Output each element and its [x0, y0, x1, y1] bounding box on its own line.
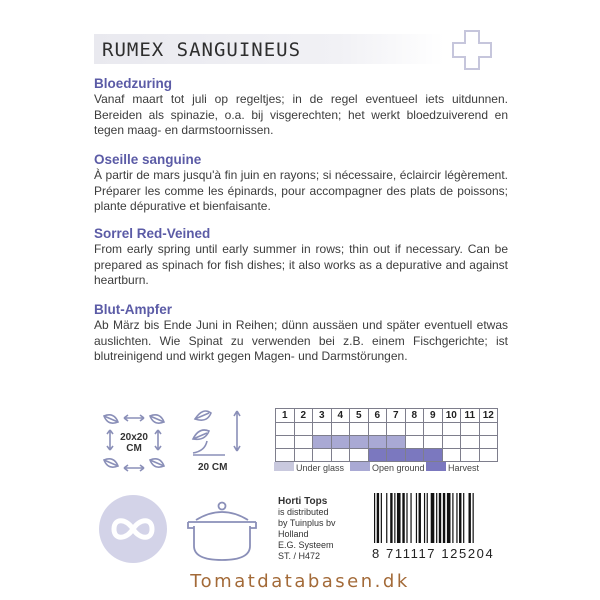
barcode-bar [431, 493, 435, 543]
cooking-pot-icon [184, 496, 260, 566]
calendar-cell [461, 423, 480, 436]
calendar-cell [461, 436, 480, 449]
spacing-label: 20x20 CM [120, 432, 148, 454]
barcode-bar [390, 493, 392, 543]
section-heading: Oseille sanguine [94, 152, 202, 167]
calendar-cell [368, 423, 387, 436]
calendar-cell [331, 436, 350, 449]
section-text: From early spring until early summer in rows; thin out if necessary. Can be prepared as spinach for fish dishes; it also works as a depurative and against heartburn. [94, 242, 508, 287]
calendar-cell [387, 423, 406, 436]
barcode-bar [473, 493, 474, 543]
calendar-cell [442, 423, 461, 436]
section-dutch [94, 76, 508, 139]
barcode-icon [372, 493, 508, 545]
calendar-cell [294, 423, 313, 436]
distributor-info [278, 496, 336, 562]
barcode-bar [397, 493, 401, 543]
barcode-bar [447, 493, 451, 543]
title-bar [94, 34, 444, 64]
month-cell: 1 [276, 409, 295, 423]
calendar-row-open-ground [276, 436, 498, 449]
infinity-icon [96, 492, 170, 566]
height-label: 20 CM [198, 462, 228, 473]
section-heading: Sorrel Red-Veined [94, 226, 211, 241]
calendar-cell [461, 449, 480, 462]
calendar-cell [276, 449, 295, 462]
legend-under-glass: Under glass [296, 463, 345, 473]
calendar-row-under-glass [276, 423, 498, 436]
month-cell: 6 [368, 409, 387, 423]
barcode-bar [419, 493, 421, 543]
section-text: À partir de mars jusqu'à fin juin en rayons; si nécessaire, éclaircir légèrement. Préparer les comme les épinards, pour accompagner des plats de poissons; plante dépurative et bienfaisante. [94, 168, 508, 213]
calendar-cell [350, 436, 369, 449]
calendar-cell [479, 423, 498, 436]
calendar-cell [405, 423, 424, 436]
month-cell: 10 [442, 409, 461, 423]
legend-harvest: Harvest [448, 463, 480, 473]
month-cell: 9 [424, 409, 443, 423]
distributor-line: ST. / H472 [278, 551, 321, 561]
calendar-cell [387, 449, 406, 462]
barcode-bar [410, 493, 411, 543]
product-title: RUMEX SANGUINEUS [102, 39, 302, 61]
month-cell: 12 [479, 409, 498, 423]
sowing-calendar [275, 408, 498, 462]
calendar-cell [331, 449, 350, 462]
calendar-cell [313, 423, 332, 436]
barcode-bar [402, 493, 404, 543]
barcode-bar [463, 493, 464, 543]
month-cell: 4 [331, 409, 350, 423]
barcode-bar [443, 493, 445, 543]
calendar-cell [331, 423, 350, 436]
watermark: Tomatdatabasen.dk [190, 571, 410, 592]
barcode-bar [436, 493, 437, 543]
barcode-bar [424, 493, 425, 543]
calendar-cell [479, 436, 498, 449]
barcode-bar [374, 493, 375, 543]
barcode-bar [381, 493, 382, 543]
calendar-cell [424, 436, 443, 449]
section-french [94, 152, 508, 215]
barcode-bar [459, 493, 461, 543]
distributor-line: by Tuinplus bv [278, 518, 336, 528]
calendar-cell [442, 436, 461, 449]
section-heading: Blut-Ampfer [94, 302, 172, 317]
calendar-cell [479, 449, 498, 462]
month-cell: 5 [350, 409, 369, 423]
calendar-cell [350, 423, 369, 436]
calendar-cell [387, 436, 406, 449]
legend-open-ground: Open ground [372, 463, 425, 473]
calendar-header-row [276, 409, 498, 423]
calendar-cell [424, 449, 443, 462]
calendar-cell [294, 436, 313, 449]
calendar-cell [276, 436, 295, 449]
calendar-cell [368, 436, 387, 449]
barcode-bar [416, 493, 417, 543]
section-text: Ab März bis Ende Juni in Reihen; dünn aussäen und später eventuell etwas auslichten. Wie Spinat zu verwenden bei z.B. einem Fischgerichte; ist blutreinigend und wirkt gegen Magen- und Darmstörungen. [94, 318, 508, 363]
calendar-cell [405, 436, 424, 449]
barcode-bar [469, 493, 471, 543]
barcode-bar [439, 493, 441, 543]
barcode-bar [456, 493, 457, 543]
distributor-line: is distributed [278, 507, 329, 517]
barcode-bar [406, 493, 407, 543]
legend-swatch-under-glass [274, 462, 294, 471]
month-cell: 8 [405, 409, 424, 423]
distributor-line: Holland [278, 529, 309, 539]
section-text: Vanaf maart tot juli op regeltjes; in de regel eventueel iets uitdunnen. Bereiden als spinazie, o.a. bij visgerechten; het werkt bloedzuiverend en tegen maag- en darmstoornissen. [94, 92, 508, 137]
barcode-bar [377, 493, 379, 543]
section-heading: Bloedzuring [94, 76, 172, 91]
calendar-cell [294, 449, 313, 462]
barcode-bar [394, 493, 395, 543]
calendar-row-harvest [276, 449, 498, 462]
calendar-cell [276, 423, 295, 436]
month-cell: 2 [294, 409, 313, 423]
legend-swatch-harvest [426, 462, 446, 471]
barcode-bar [452, 493, 453, 543]
calendar-cell [350, 449, 369, 462]
calendar-cell [442, 449, 461, 462]
calendar-cell [424, 423, 443, 436]
month-cell: 11 [461, 409, 480, 423]
calendar-cell [368, 449, 387, 462]
month-cell: 3 [313, 409, 332, 423]
barcode-number: 8 711117 125204 [372, 546, 495, 561]
month-cell: 7 [387, 409, 406, 423]
barcode-bar [386, 493, 387, 543]
brand-name: Horti Tops [278, 496, 328, 507]
calendar-cell [313, 436, 332, 449]
calendar-cell [405, 449, 424, 462]
plus-cross-icon [450, 28, 494, 72]
barcode-bar [427, 493, 428, 543]
legend-swatch-open-ground [350, 462, 370, 471]
calendar-cell [313, 449, 332, 462]
section-german [94, 302, 508, 365]
distributor-line: E.G. Systeem [278, 540, 334, 550]
section-english [94, 226, 508, 289]
